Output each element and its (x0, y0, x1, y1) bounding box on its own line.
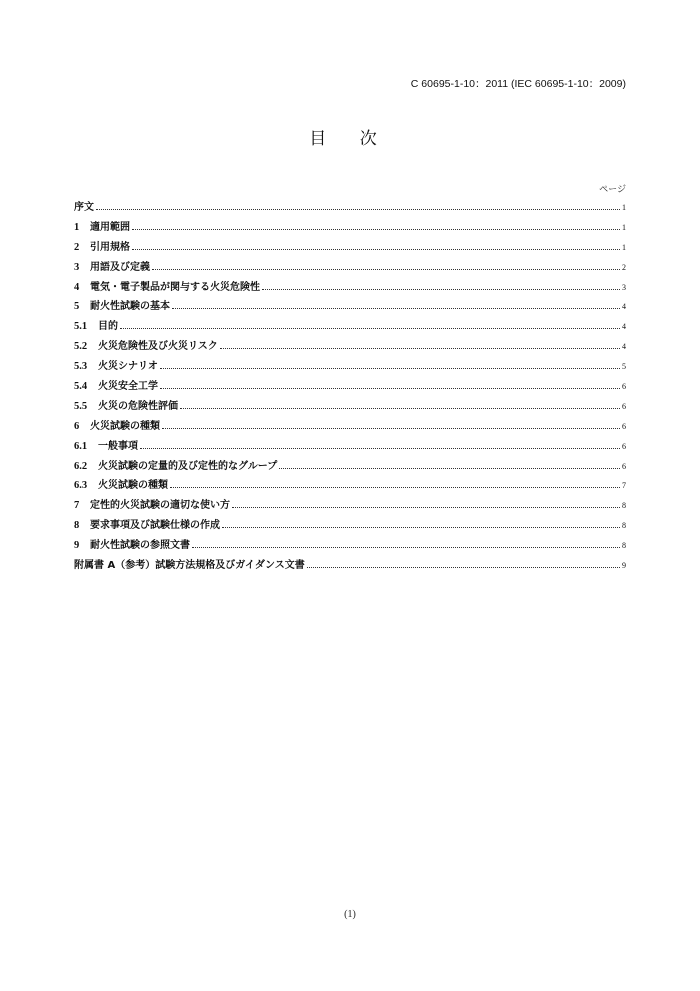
toc-entry[interactable] (74, 556, 626, 576)
dot-leader (132, 249, 620, 250)
dot-leader (152, 269, 620, 270)
dot-leader (220, 348, 620, 349)
toc-entry-label: 火災シナリオ (98, 361, 158, 373)
toc-entry-label: 一般事項 (98, 440, 138, 452)
dot-leader (170, 487, 620, 488)
toc-entry-label: 火災試験の定量的及び定性的なグループ (98, 460, 278, 472)
toc-entry[interactable] (74, 337, 626, 357)
toc-entry-number: 5.3 (74, 361, 88, 373)
toc-entry-page: 6 (622, 421, 626, 431)
dot-leader (162, 428, 620, 429)
dot-leader (160, 388, 620, 389)
toc-entry-page: 4 (622, 322, 626, 332)
toc-entry-number: 2 (74, 241, 80, 253)
page-number-footer: (1) (344, 909, 356, 920)
toc-entry-page: 4 (622, 342, 626, 352)
toc-entry-number: 5.4 (74, 381, 88, 393)
toc-entry-number: 8 (74, 520, 80, 532)
toc-entry-number: 6.1 (74, 440, 88, 452)
dot-leader (140, 448, 620, 449)
toc-entry[interactable] (74, 437, 626, 457)
dot-leader (222, 527, 620, 528)
dot-leader (172, 308, 620, 309)
dot-leader (232, 507, 620, 508)
toc-entry-page: 5 (622, 362, 626, 372)
toc-entry-number: 6.3 (74, 480, 88, 492)
dot-leader (307, 567, 620, 568)
dot-leader (279, 468, 620, 469)
toc-entry-label: 耐火性試験の基本 (90, 301, 170, 313)
toc-entry-page: 1 (622, 242, 626, 252)
toc-entry-label: 適用範囲 (90, 221, 130, 233)
toc-entry-label: 火災試験の種類 (90, 420, 160, 432)
toc-entry-page: 7 (622, 481, 626, 491)
toc-entry[interactable] (74, 536, 626, 556)
dot-leader (132, 229, 620, 230)
toc-entry-number: 5.5 (74, 400, 88, 412)
page-column-label: ページ (599, 185, 626, 195)
toc-entry-page: 8 (622, 521, 626, 531)
toc-entry[interactable] (74, 297, 626, 317)
toc-entry-page: 6 (622, 401, 626, 411)
toc-entry-page: 6 (622, 441, 626, 451)
toc-entry-number: 5.2 (74, 341, 88, 353)
toc-entry-label: 用語及び定義 (90, 261, 150, 273)
table-of-contents (74, 198, 626, 576)
toc-entry-label: 定性的火災試験の適切な使い方 (90, 500, 230, 512)
toc-entry-number: 6.2 (74, 460, 88, 472)
toc-entry[interactable] (74, 238, 626, 258)
toc-entry-page: 8 (622, 501, 626, 511)
toc-entry[interactable] (74, 397, 626, 417)
toc-entry-page: 6 (622, 461, 626, 471)
toc-entry-label: 火災の危険性評価 (98, 400, 178, 412)
dot-leader (160, 368, 620, 369)
toc-entry-label: 火災危険性及び火災リスク (98, 341, 218, 353)
toc-entry-label: 耐火性試験の参照文書 (90, 540, 190, 552)
document-id-header: C 60695-1-10：2011 (IEC 60695-1-10：2009) (410, 78, 626, 90)
toc-entry[interactable] (74, 258, 626, 278)
dot-leader (180, 408, 620, 409)
toc-entry-number: 5 (74, 301, 80, 313)
toc-entry-page: 9 (622, 561, 626, 571)
toc-entry[interactable] (74, 357, 626, 377)
toc-entry-number: 4 (74, 281, 80, 293)
toc-entry-label: 目的 (98, 321, 118, 333)
toc-entry-label: 火災安全工学 (98, 381, 158, 393)
toc-entry-number: 5.1 (74, 321, 88, 333)
toc-entry-number: 3 (74, 261, 80, 273)
toc-entry-number: 9 (74, 540, 80, 552)
toc-entry-page: 6 (622, 382, 626, 392)
toc-entry[interactable] (74, 278, 626, 298)
toc-entry[interactable] (74, 198, 626, 218)
toc-entry-page: 2 (622, 262, 626, 272)
toc-entry[interactable] (74, 377, 626, 397)
toc-entry-page: 8 (622, 541, 626, 551)
toc-entry-page: 4 (622, 302, 626, 312)
toc-entry-label: 要求事項及び試験仕様の作成 (90, 520, 220, 532)
toc-entry-number: 1 (74, 221, 80, 233)
toc-entry[interactable] (74, 516, 626, 536)
toc-entry-label: 電気・電子製品が関与する火災危険性 (90, 281, 260, 293)
toc-entry[interactable] (74, 417, 626, 437)
toc-entry-page: 1 (622, 222, 626, 232)
toc-entry[interactable] (74, 496, 626, 516)
dot-leader (192, 547, 620, 548)
toc-entry-page: 3 (622, 282, 626, 292)
toc-entry-number: 7 (74, 500, 80, 512)
toc-entry-label: 火災試験の種類 (98, 480, 168, 492)
toc-entry-number: 6 (74, 420, 80, 432)
dot-leader (262, 289, 620, 290)
page-title: 目 次 (309, 129, 391, 149)
toc-entry[interactable] (74, 476, 626, 496)
toc-entry[interactable] (74, 457, 626, 477)
toc-entry-label: 引用規格 (90, 241, 130, 253)
dot-leader (96, 209, 620, 210)
toc-entry[interactable] (74, 218, 626, 238)
toc-entry-label: 附属書 A（参考）試験方法規格及びガイダンス文書 (74, 560, 305, 572)
dot-leader (120, 328, 620, 329)
toc-entry-page: 1 (622, 203, 626, 212)
toc-entry[interactable] (74, 317, 626, 337)
toc-entry-label: 序文 (74, 202, 94, 213)
